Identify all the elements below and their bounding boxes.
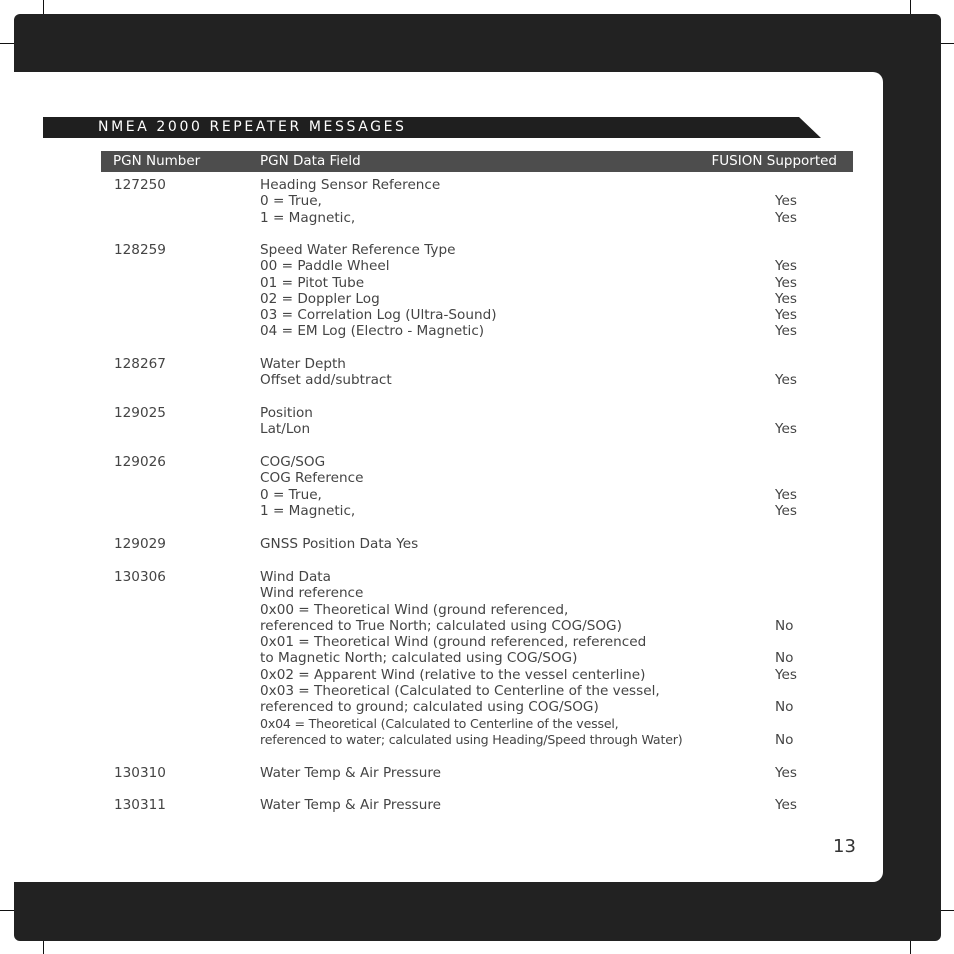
pgn-data-field xyxy=(260,242,840,340)
table-header xyxy=(101,151,853,172)
field-line xyxy=(260,210,840,226)
field-line xyxy=(260,258,840,274)
supported-value: Yes xyxy=(775,290,797,307)
supported-value: Yes xyxy=(775,666,797,683)
pgn-data-field xyxy=(260,454,840,519)
field-line xyxy=(260,585,840,601)
section-title-bar xyxy=(43,117,821,138)
column-header-pgn: PGN Number xyxy=(113,153,201,169)
field-line xyxy=(260,732,840,748)
pgn-number: 130311 xyxy=(114,797,166,813)
field-line xyxy=(260,177,840,193)
pgn-number: 129029 xyxy=(114,536,166,552)
field-text: to Magnetic North; calculated using COG/SOG) xyxy=(260,650,578,667)
field-text: Offset add/subtract xyxy=(260,372,392,389)
field-text: 02 = Doppler Log xyxy=(260,290,380,307)
field-text: 0 = True, xyxy=(260,486,322,503)
field-line xyxy=(260,716,840,732)
field-line xyxy=(260,618,840,634)
field-line xyxy=(260,454,840,470)
field-text: 0x02 = Apparent Wind (relative to the vessel centerline) xyxy=(260,666,646,683)
field-line xyxy=(260,569,840,585)
field-line xyxy=(260,650,840,666)
field-line xyxy=(260,634,840,650)
field-text: 0 = True, xyxy=(260,193,322,210)
supported-value: Yes xyxy=(775,765,797,781)
field-text: 1 = Magnetic, xyxy=(260,502,356,519)
field-line xyxy=(260,602,840,618)
field-line xyxy=(260,487,840,503)
field-line xyxy=(260,667,840,683)
field-line xyxy=(260,356,840,372)
field-line xyxy=(260,372,840,388)
column-header-supported: FUSION Supported xyxy=(711,153,837,169)
field-text: 00 = Paddle Wheel xyxy=(260,258,390,275)
supported-value: No xyxy=(775,617,794,634)
pgn-data-field xyxy=(260,405,840,438)
field-text: 0x04 = Theoretical (Calculated to Centerline of the vessel, xyxy=(260,715,619,731)
field-line xyxy=(260,699,840,715)
field-text: referenced to True North; calculated using COG/SOG) xyxy=(260,617,622,634)
field-text: Water Temp & Air Pressure xyxy=(260,765,442,781)
field-line xyxy=(260,291,840,307)
field-line xyxy=(260,275,840,291)
supported-value: Yes xyxy=(775,797,797,813)
field-text: 0x03 = Theoretical (Calculated to Centerline of the vessel, xyxy=(260,683,660,700)
supported-value: Yes xyxy=(775,323,797,340)
field-line xyxy=(260,470,840,486)
field-text: referenced to water; calculated using Heading/Speed through Water) xyxy=(260,731,683,747)
section-title: NMEA 2000 REPEATER MESSAGES xyxy=(98,119,407,135)
supported-value: Yes xyxy=(775,258,797,275)
field-text: Lat/Lon xyxy=(260,421,311,438)
supported-value: Yes xyxy=(775,307,797,324)
field-line xyxy=(260,797,840,813)
field-text: Speed Water Reference Type xyxy=(260,242,456,258)
pgn-number: 130306 xyxy=(114,569,166,585)
field-line xyxy=(260,421,840,437)
field-text: 01 = Pitot Tube xyxy=(260,274,365,291)
supported-value: Yes xyxy=(775,193,797,210)
supported-value: Yes xyxy=(775,209,797,226)
pgn-data-field xyxy=(260,356,840,389)
field-line xyxy=(260,405,840,421)
pgn-data-field xyxy=(260,569,840,748)
field-text: Wind reference xyxy=(260,585,364,602)
pgn-number: 129026 xyxy=(114,454,166,470)
supported-value: Yes xyxy=(775,372,797,389)
column-header-field: PGN Data Field xyxy=(260,153,361,169)
pgn-number: 128259 xyxy=(114,242,166,258)
page-number: 13 xyxy=(833,836,856,857)
pgn-number: 130310 xyxy=(114,765,166,781)
field-line xyxy=(260,193,840,209)
field-text: 03 = Correlation Log (Ultra-Sound) xyxy=(260,307,497,324)
pgn-number: 128267 xyxy=(114,356,166,372)
pgn-data-field xyxy=(260,177,840,226)
field-text: GNSS Position Data Yes xyxy=(260,536,419,552)
supported-value: Yes xyxy=(775,421,797,438)
field-text: Position xyxy=(260,405,313,421)
field-text: 04 = EM Log (Electro - Magnetic) xyxy=(260,323,485,340)
field-text: COG Reference xyxy=(260,470,364,487)
supported-value: Yes xyxy=(775,486,797,503)
pgn-number: 127250 xyxy=(114,177,166,193)
field-text: Heading Sensor Reference xyxy=(260,177,441,193)
supported-value: Yes xyxy=(775,502,797,519)
supported-value: No xyxy=(775,699,794,716)
supported-value: Yes xyxy=(775,274,797,291)
field-text: COG/SOG xyxy=(260,454,326,470)
field-text: Water Depth xyxy=(260,356,346,372)
field-text: Wind Data xyxy=(260,569,331,585)
field-line xyxy=(260,503,840,519)
pgn-data-field xyxy=(260,536,840,552)
field-text: 1 = Magnetic, xyxy=(260,209,356,226)
field-text: Water Temp & Air Pressure xyxy=(260,797,442,813)
field-line xyxy=(260,307,840,323)
field-text: referenced to ground; calculated using COG/SOG) xyxy=(260,699,599,716)
field-line xyxy=(260,242,840,258)
field-line xyxy=(260,536,840,552)
supported-value: No xyxy=(775,650,794,667)
pgn-data-field xyxy=(260,797,840,813)
pgn-data-field xyxy=(260,765,840,781)
supported-value: No xyxy=(775,731,794,748)
field-text: 0x01 = Theoretical Wind (ground referenced, referenced xyxy=(260,634,647,651)
field-line xyxy=(260,323,840,339)
field-text: 0x00 = Theoretical Wind (ground referenced, xyxy=(260,601,569,618)
field-line xyxy=(260,765,840,781)
field-line xyxy=(260,683,840,699)
pgn-number: 129025 xyxy=(114,405,166,421)
